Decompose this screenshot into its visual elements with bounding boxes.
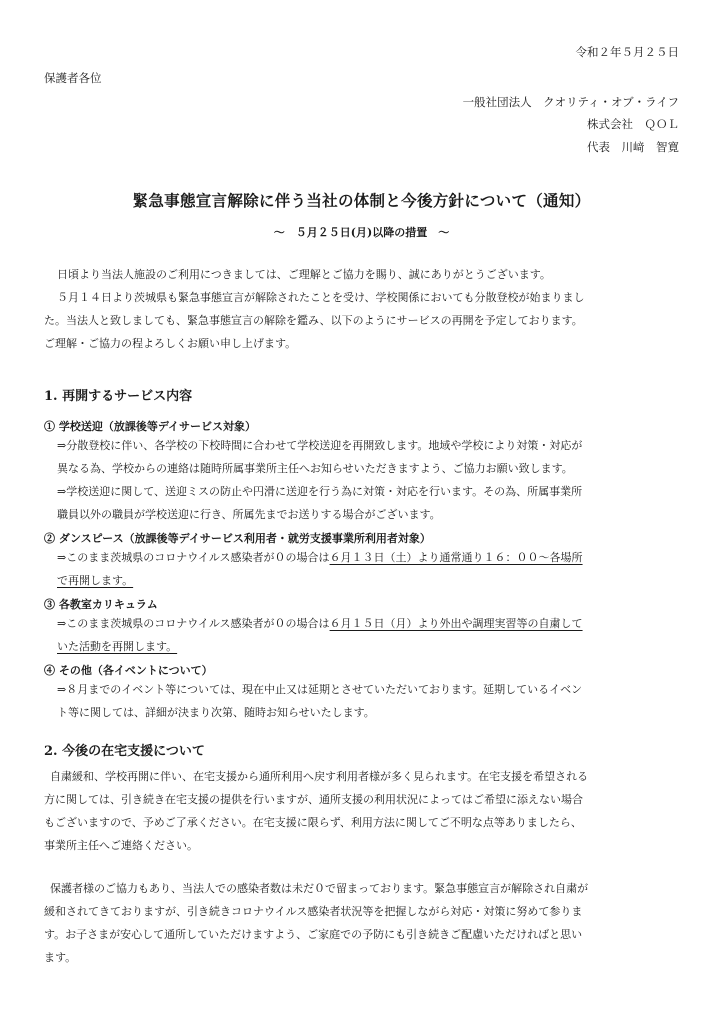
- section-2-line: もございますので、予めご了承ください。在宅支援に限らず、利用方法に関してご不明な点等ありましたら、: [44, 816, 582, 829]
- document-subtitle: ～ ５月２５日(月)以降の措置 ～: [273, 226, 450, 239]
- intro-line: た。当法人と致しましても、緊急事態宣言の解除を鑑み、以下のようにサービスの再開を予定しております。: [44, 314, 583, 327]
- section-2-line: 自粛緩和、学校再開に伴い、在宅支援から通所利用へ戻す利用者様が多く見られます。在宅支援を希望される: [50, 770, 589, 783]
- item-2-line: [57, 569, 133, 592]
- section-2-line: 事業所主任へご連絡ください。: [44, 839, 198, 852]
- intro-line: 日頃より当法人施設のご利用につきましては、ご理解とご協力を賜り、誠にありがとうございます。: [57, 268, 551, 281]
- item-3-line: [57, 612, 583, 635]
- item-3-line-underlined: ６月１５日（月）より外出や調理実習等の自粛して: [329, 617, 583, 630]
- sender-organization: 一般社団法人 クオリティ・オブ・ライフ: [462, 95, 679, 109]
- item-2-heading: ② ダンスピース（放課後等デイサービス利用者・就労支援事業所利用者対象）: [44, 532, 431, 545]
- section-2-heading: 2. 今後の在宅支援について: [44, 744, 205, 759]
- section-2-line: 方に関しては、引き続き在宅支援の提供を行いますが、通所支援の利用状況によってはご希望に添えない場合: [44, 793, 583, 806]
- item-1-line: 異なる為、学校からの連絡は随時所属事業所主任へお知らせいただきますよう、ご協力お願い致します。: [57, 462, 573, 475]
- document-date: 令和２年５月２５日: [575, 45, 679, 59]
- item-1-heading: ① 学校送迎（放課後等デイサービス対象）: [44, 420, 257, 433]
- closing-line: 緩和されてきておりますが、引き続きコロナウイルス感染者状況等を把握しながら対応・対策に努めて参りま: [44, 905, 583, 918]
- item-4-heading: ④ その他（各イベントについて）: [44, 664, 213, 677]
- intro-line: ５月１４日より茨城県も緊急事態宣言が解除されたことを受け、学校関係においても分散登校が始まりまし: [57, 291, 585, 304]
- item-2-line: [57, 546, 583, 569]
- item-3-line: [57, 635, 177, 658]
- closing-line: 保護者様のご協力もあり、当法人での感染者数は未だ０で留まっております。緊急事態宣言が解除され自粛が: [50, 882, 589, 895]
- item-4-line: ト等に関しては、詳細が決まり次第、随時お知らせいたします。: [57, 706, 375, 719]
- item-1-line: ⇒分散登校に伴い、各学校の下校時間に合わせて学校送迎を再開致します。地域や学校により対策・対応が: [57, 439, 583, 452]
- document-title: 緊急事態宣言解除に伴う当社の体制と今後方針について（通知）: [132, 191, 591, 210]
- item-3-heading: ③ 各教室カリキュラム: [44, 598, 158, 611]
- intro-line: ご理解・ご協力の程よろしくお願い申し上げます。: [44, 337, 297, 350]
- section-1-heading: 1. 再開するサービス内容: [44, 389, 193, 404]
- closing-line: ます。: [44, 951, 77, 964]
- sender-company: 株式会社 ＱＯＬ: [587, 117, 679, 131]
- item-4-line: ⇒８月までのイベント等については、現在中止又は延期とさせていただいております。延期しているイベン: [57, 683, 583, 696]
- item-2-line-underlined: で再開します。: [57, 574, 134, 587]
- item-2-line-plain: ⇒このまま茨城県のコロナウイルス感染者が０の場合は: [57, 551, 330, 564]
- closing-line: す。お子さまが安心して通所していただけますよう、ご家庭での予防にも引き続きご配慮いただければと思い: [44, 928, 583, 941]
- sender-representative: 代表 川﨑 智寛: [587, 140, 679, 154]
- item-2-line-underlined: ６月１３日（土）より通常通り１６：００～各場所: [329, 551, 583, 564]
- item-3-line-plain: ⇒このまま茨城県のコロナウイルス感染者が０の場合は: [57, 617, 330, 630]
- item-1-line: ⇒学校送迎に関して、送迎ミスの防止や円滑に送迎を行う為に対策・対応を行います。その為、所属事業所: [57, 485, 583, 498]
- item-1-line: 職員以外の職員が学校送迎に行き、所属先までお送りする場合がございます。: [57, 508, 441, 521]
- recipient: 保護者各位: [44, 71, 102, 85]
- item-3-line-underlined: いた活動を再開します。: [57, 640, 178, 653]
